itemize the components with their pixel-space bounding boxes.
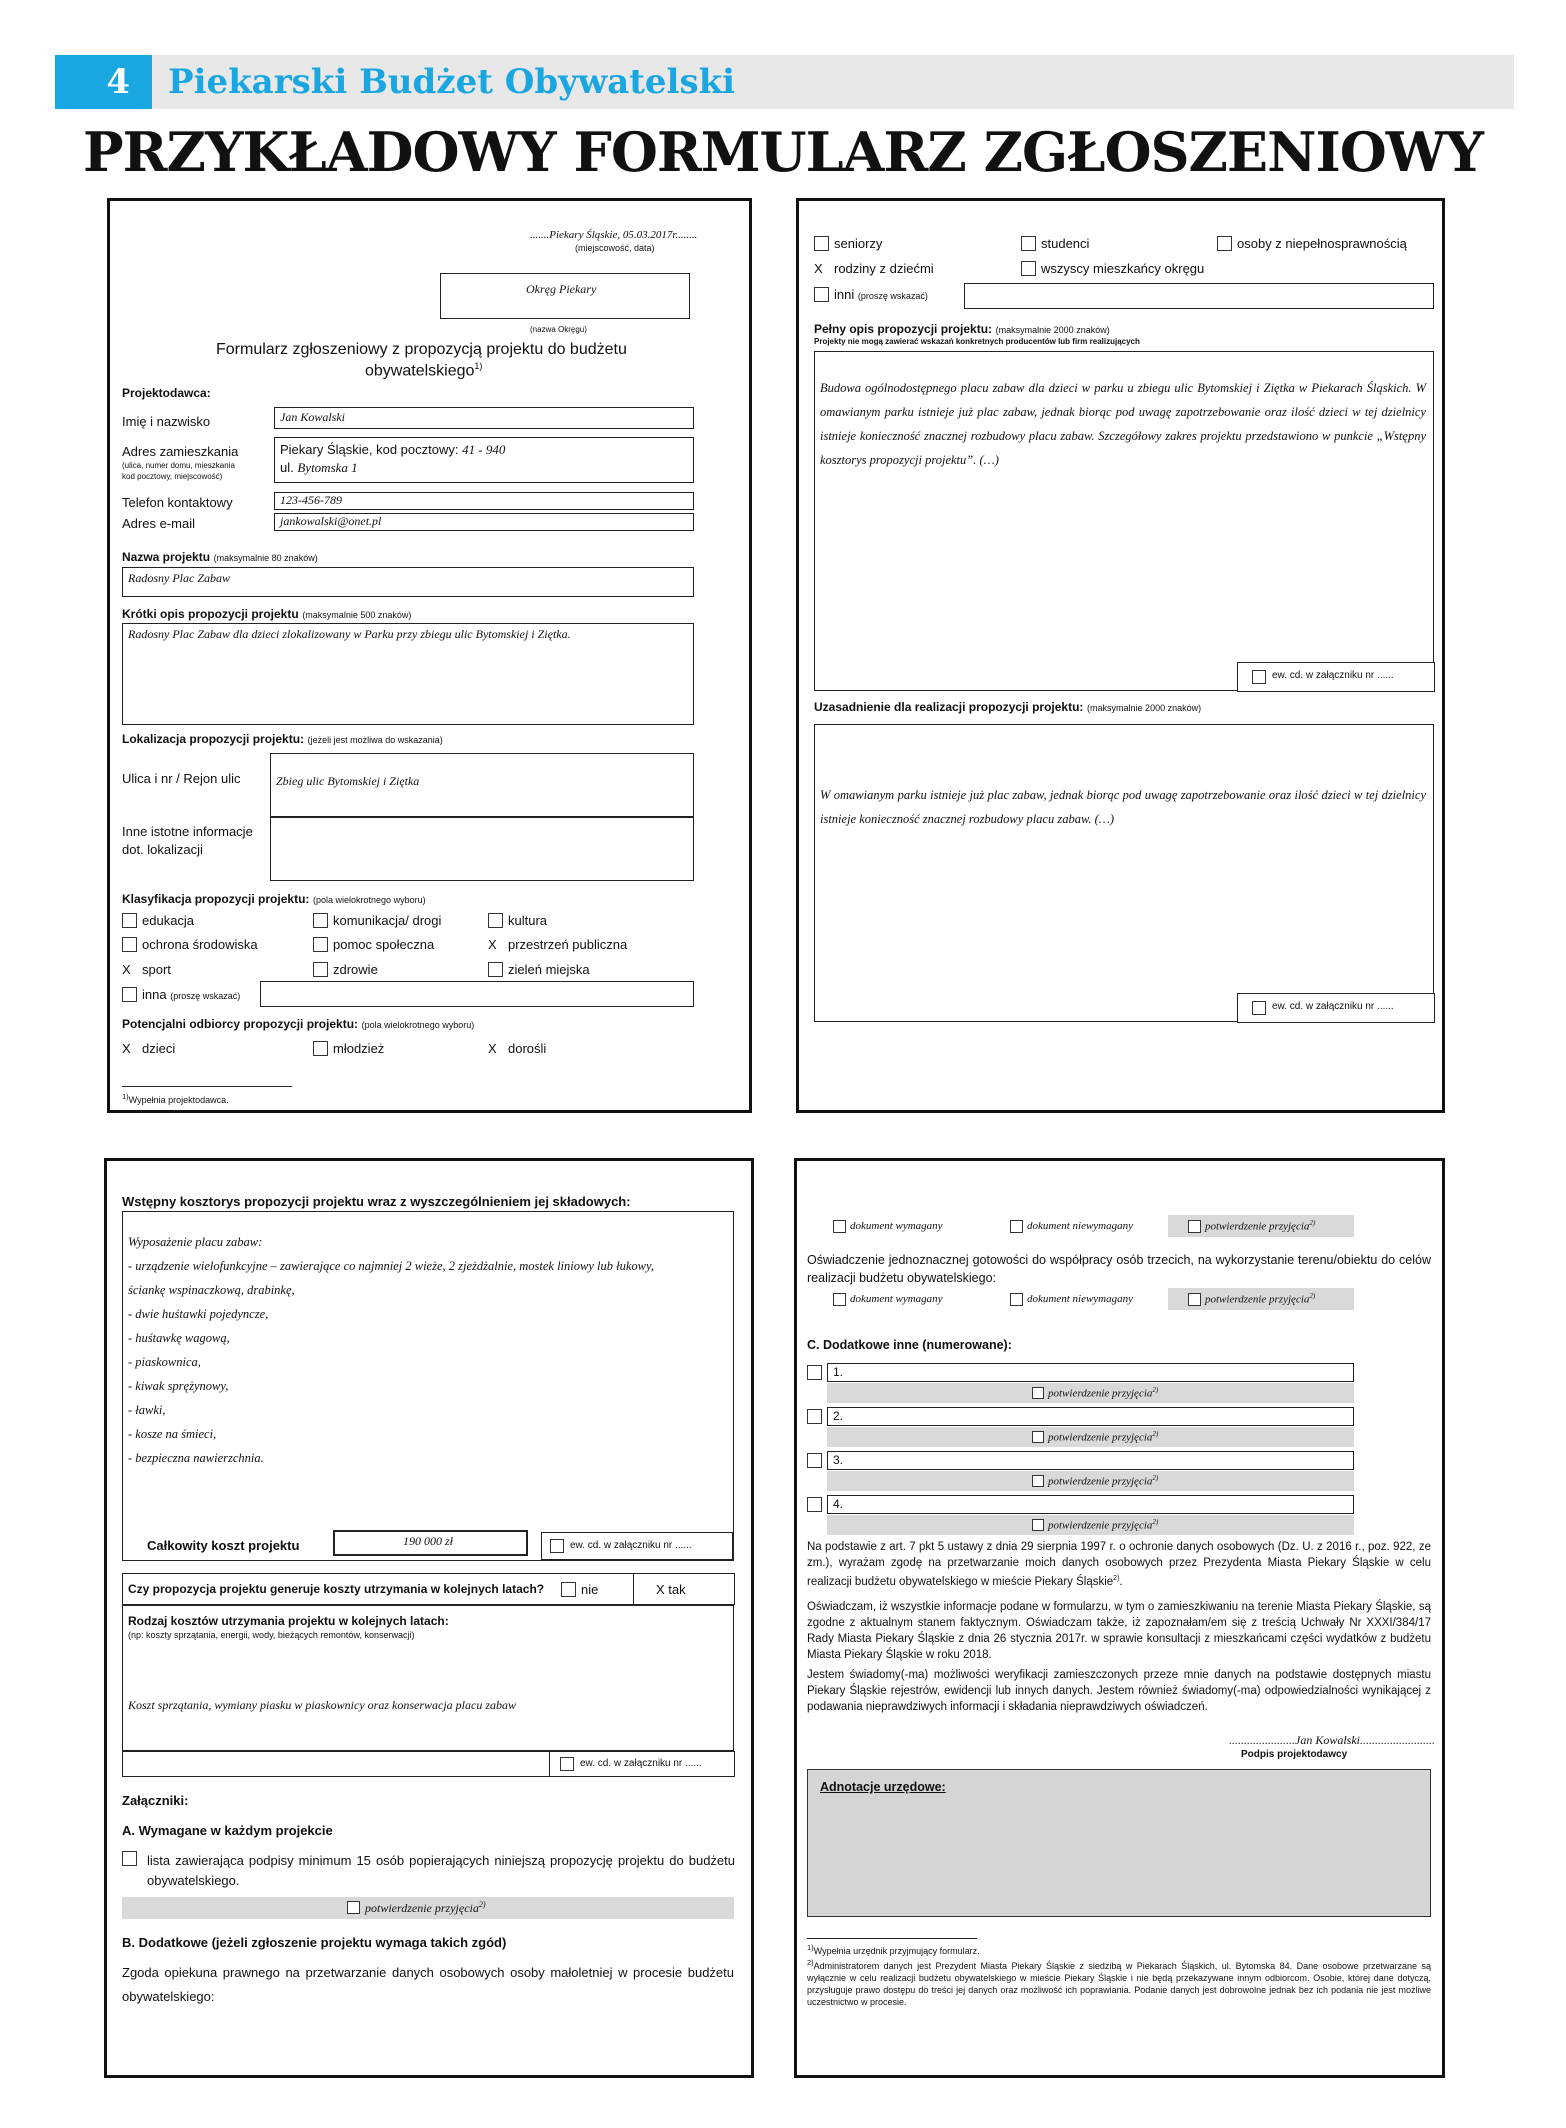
confirm-bar-a xyxy=(122,1897,734,1919)
short-desc-input[interactable] xyxy=(122,623,694,725)
checkbox-kultura[interactable] xyxy=(488,913,503,928)
short-desc-value: Radosny Plac Zabaw dla dzieci zlokalizowany w Parku przy zbiegu ulic Bytomskiej i Ziętka. xyxy=(128,627,571,641)
full-desc-warning: Projekty nie mogą zawierać wskazań konkretnych producentów lub firm realizujących xyxy=(814,337,1140,346)
numbered-input[interactable] xyxy=(827,1363,1354,1382)
numbered-label: 1. xyxy=(833,1365,844,1379)
confirm-1-sup: 2) xyxy=(1309,1219,1316,1227)
mark-dzieci[interactable]: X xyxy=(122,1041,131,1056)
label-doc-not-required-1: dokument niewymagany xyxy=(1027,1220,1133,1232)
cost-box[interactable] xyxy=(122,1211,734,1561)
mark-dorosli[interactable]: X xyxy=(488,1041,497,1056)
label-mlodziez: młodzież xyxy=(333,1041,385,1056)
confirm-checkbox-2[interactable] xyxy=(1188,1293,1201,1306)
numbered-confirm-text: potwierdzenie przyjęcia xyxy=(1048,1387,1153,1400)
footnote-text: Wypełnia projektodawca. xyxy=(128,1095,229,1105)
para-declaration: Oświadczam, iż wszystkie informacje podane w formularzu, w tym o zamieszkiwaniu na terenie Miasta Piekary Śląskie, są zgodne z aktualnym stanem faktycznym. Oświadczam także, iż zapoznałam/em się z treścią Uchwały Nr XXXI/384/17 Rady Miasta Piekary Śląskie z dnia 26 stycznia 2017r. w sprawie konsultacji z mieszkańcami części wydatków z budżetu Miasta Piekary Śląskie w roku 2018. xyxy=(807,1601,1431,1661)
label-przestrzen: przestrzeń publiczna xyxy=(508,937,628,952)
total-value: 190 000 zł xyxy=(403,1534,454,1548)
confirm-checkbox-a[interactable] xyxy=(347,1901,360,1914)
fn2-text: Administratorem danych jest Prezydent Miasta Piekary Śląskie z siedzibą w Piekarach Śląskich, ul. Bytomska 84. Dane osobowe przetwarzane są wyłącznie w celu realizacji budżetu obywatelskiego w mieście Piekary Śląskie i nie będą przekazywane innym odbiorcom. Osobie, której dane dotyczą, przysługuje prawo dostępu do treści jej danych oraz możliwość ich poprawiania. Podanie danych jest dobrowolne jednak bez ich podania nie jest możliwe uczestnictwo w procesie. xyxy=(807,1961,1431,2007)
checkbox-pomoc[interactable] xyxy=(313,937,328,952)
confirm-checkbox-1[interactable] xyxy=(1188,1220,1201,1233)
street-input[interactable] xyxy=(270,753,694,817)
label-zdrowie: zdrowie xyxy=(333,962,378,977)
address-sub-1: (ulica, numer domu, mieszkania xyxy=(122,461,235,470)
name-value: Jan Kowalski xyxy=(280,410,345,424)
numbered-input[interactable] xyxy=(827,1451,1354,1470)
address-street: Bytomska 1 xyxy=(297,460,358,475)
numbered-checkbox[interactable] xyxy=(807,1453,822,1468)
label-wszyscy: wszyscy mieszkańcy okręgu xyxy=(1041,261,1205,276)
checkbox-ochrona[interactable] xyxy=(122,937,137,952)
footnote-sup: 1) xyxy=(122,1092,129,1101)
applicant-heading: Projektodawca: xyxy=(122,386,211,400)
classification-label: Klasyfikacja propozycji projektu: xyxy=(122,892,310,906)
label-doc-required-1: dokument wymagany xyxy=(850,1220,943,1232)
maint-type-note: (np: koszty sprzątania, energii, wody, bieżących remontów, konserwacji) xyxy=(128,1630,415,1640)
other-info-label-1: Inne istotne informacje xyxy=(122,824,253,839)
maint-question: Czy propozycja projektu generuje koszty utrzymania w kolejnych latach? xyxy=(128,1582,545,1596)
name-label: Imię i nazwisko xyxy=(122,414,211,429)
district-value: Okręg Piekary xyxy=(526,282,597,296)
short-desc-label-row xyxy=(122,606,411,621)
confirm-a-text: potwierdzenie przyjęcia xyxy=(365,1901,479,1915)
address-sub-2: kod pocztowy, miejscowość) xyxy=(122,472,223,481)
label-niepelnosprawni: osoby z niepełnosprawnością xyxy=(1237,236,1407,251)
page-number: 4 xyxy=(55,55,152,109)
maint-yes-box[interactable] xyxy=(633,1573,735,1605)
label-inna-row xyxy=(142,987,240,1002)
cost-item: - kosze na śmieci, xyxy=(128,1427,217,1441)
numbered-label: 3. xyxy=(833,1453,844,1467)
label-studenci: studenci xyxy=(1041,236,1090,251)
numbered-confirm-label xyxy=(1048,1518,1158,1532)
checkbox-inni[interactable] xyxy=(814,287,829,302)
form-title-sup: 1) xyxy=(474,361,483,371)
numbered-confirm-sup: 2) xyxy=(1152,1430,1159,1438)
phone-label: Telefon kontaktowy xyxy=(122,495,233,510)
attach-box-2 xyxy=(1237,993,1435,1023)
district-label: (nazwa Okręgu) xyxy=(530,325,587,334)
attach-box-4 xyxy=(549,1751,735,1777)
para1-sup: 2) xyxy=(1113,1575,1120,1582)
attach-note-1: ew. cd. w załączniku nr ...... xyxy=(1272,670,1394,681)
label-ochrona: ochrona środowiska xyxy=(142,937,258,952)
label-inni-row xyxy=(834,287,928,302)
confirm-2-label xyxy=(1205,1292,1315,1306)
attach-checkbox-1[interactable] xyxy=(1252,670,1266,684)
form-title-line2 xyxy=(365,361,482,380)
recipients-row xyxy=(122,1016,474,1031)
maint-type-box[interactable] xyxy=(122,1605,734,1751)
checkbox-zdrowie[interactable] xyxy=(313,962,328,977)
inni-input[interactable] xyxy=(964,283,1434,309)
label-seniorzy: seniorzy xyxy=(834,236,883,251)
full-desc-input[interactable] xyxy=(814,351,1434,691)
checkbox-zielen[interactable] xyxy=(488,962,503,977)
email-value: jankowalski@onet.pl xyxy=(280,514,382,528)
attach-box-1 xyxy=(1237,662,1435,692)
confirm-a-label xyxy=(365,1900,486,1916)
numbered-checkbox[interactable] xyxy=(807,1409,822,1424)
attach-box-3 xyxy=(541,1532,733,1560)
para1-text: Na podstawie z art. 7 pkt 5 ustawy z dnia 29 sierpnia 1997 r. o ochronie danych osobowych (Dz. U. z 2016 r., poz. 922, ze zm.), wyrażam zgodę na przetwarzanie moich danych osobowych przez Prezydenta Miasta Piekary Śląskie w celu realizacji budżetu obywatelskiego w mieście Piekary Śląskie xyxy=(807,1541,1431,1588)
form-page-2 xyxy=(796,198,1445,1113)
section-b: B. Dodatkowe (jeżeli zgłoszenie projektu wymaga takich zgód) xyxy=(122,1935,507,1950)
form-title-line1: Formularz zgłoszeniowy z propozycją projektu do budżetu xyxy=(216,341,627,358)
list-item: lista zawierająca podpisy minimum 15 osób popierających niniejszą propozycję projektu do budżetu obywatelskiego. xyxy=(147,1853,735,1888)
label-doc-required-2: dokument wymagany xyxy=(850,1293,943,1305)
recipients-note: (pola wielokrotnego wyboru) xyxy=(361,1020,475,1030)
confirm-bar-1 xyxy=(1168,1215,1354,1237)
full-desc-value: Budowa ogólnodostępnego placu zabaw dla dzieci w parku u zbiegu ulic Bytomskiej i Ziętka w Piekarach Śląskich. W omawianym parku istnieje już plac zabaw, jednak biorąc pod uwagę zapotrzebowanie oraz ilość dzieci w tej dzielnicy istnieje konieczność znacznej rozbudowy placu zabaw. Szczegółowy zakres projektu przedstawiono w punkcie „Wstępny kosztorys propozycji projektu”. (…) xyxy=(820,381,1426,467)
fn2-sup: 2) xyxy=(807,1958,814,1967)
street-label: Ulica i nr / Rejon ulic xyxy=(122,771,241,786)
full-desc-note: (maksymalnie 2000 znaków) xyxy=(995,325,1110,335)
form-page-1 xyxy=(107,198,752,1113)
para-awareness: Jestem świadomy(-ma) możliwości weryfikacji zamieszczonych przeze mnie danych na podstawie dostępnych miastu Piekary Śląskie rejestrów, ewidencji lub innych danych. Jestem również świadomy(-ma) odpowiedzialności wynikającej z podawania nieprawdziwych informacji i składania nieprawdziwych oświadczeń. xyxy=(807,1669,1431,1713)
confirm-bar-2 xyxy=(1168,1288,1354,1310)
attach-note-2: ew. cd. w załączniku nr ...... xyxy=(1272,1001,1394,1012)
location-note: (jeżeli jest możliwa do wskazania) xyxy=(307,735,443,745)
address-line2-text: ul. xyxy=(280,460,294,475)
short-desc-note: (maksymalnie 500 znaków) xyxy=(302,610,412,620)
address-zip: 41 - 940 xyxy=(462,442,506,457)
district-box[interactable] xyxy=(440,273,690,319)
other-info-label-2: dot. lokalizacji xyxy=(122,842,203,857)
numbered-confirm-label xyxy=(1048,1386,1158,1400)
numbered-confirm-checkbox[interactable] xyxy=(1032,1387,1044,1399)
justification-label: Uzasadnienie dla realizacji propozycji projektu: xyxy=(814,700,1084,714)
maint-type-label: Rodzaj kosztów utrzymania projektu w kolejnych latach: xyxy=(128,1614,449,1628)
section-title: Piekarski Budżet Obywatelski xyxy=(168,62,736,102)
cost-item: - kiwak sprężynowy, xyxy=(128,1379,229,1393)
checkbox-doc-not-required-1[interactable] xyxy=(1010,1220,1023,1233)
classification-row xyxy=(122,891,426,906)
justification-row xyxy=(814,699,1201,714)
short-desc-label: Krótki opis propozycji projektu xyxy=(122,607,299,621)
checkbox-wszyscy[interactable] xyxy=(1021,261,1036,276)
attachments-heading: Załączniki: xyxy=(122,1793,189,1808)
label-pomoc: pomoc społeczna xyxy=(333,937,435,952)
numbered-confirm-text: potwierdzenie przyjęcia xyxy=(1048,1475,1153,1488)
official-notes-box xyxy=(807,1769,1431,1917)
full-desc-row xyxy=(814,321,1110,336)
form-page-3 xyxy=(104,1158,754,2078)
numbered-checkbox[interactable] xyxy=(807,1497,822,1512)
checkbox-inna[interactable] xyxy=(122,987,137,1002)
email-label: Adres e-mail xyxy=(122,516,195,531)
full-desc-label: Pełny opis propozycji projektu: xyxy=(814,322,993,336)
official-notes-label: Adnotacje urzędowe: xyxy=(820,1780,946,1794)
attach-note-4: ew. cd. w załączniku nr ...... xyxy=(580,1758,702,1769)
numbered-confirm-checkbox[interactable] xyxy=(1032,1431,1044,1443)
numbered-confirm-bar xyxy=(827,1515,1354,1535)
label-zielen: zieleń miejska xyxy=(508,962,590,977)
page-title: PRZYKŁADOWY FORMULARZ ZGŁOSZENIOWY xyxy=(83,120,1483,184)
footnote-row xyxy=(122,1092,229,1105)
confirm-2-text: potwierdzenie przyjęcia xyxy=(1205,1293,1310,1306)
place-date: .......Piekary Śląskie, 05.03.2017r........ xyxy=(530,229,698,241)
label-inni: inni xyxy=(834,287,855,302)
recipients-label: Potencjalni odbiorcy propozycji projektu: xyxy=(122,1017,359,1031)
cost-item: - ławki, xyxy=(128,1403,166,1417)
numbered-input[interactable] xyxy=(827,1495,1354,1514)
label-komunikacja: komunikacja/ drogi xyxy=(333,913,442,928)
cost-item: - urządzenie wielofunkcyjne – zawierające co najmniej 2 wieże, 2 zjeżdżalnie, mostek liniowy lub łukowy, xyxy=(128,1259,654,1273)
checkbox-niepelnosprawni[interactable] xyxy=(1217,236,1232,251)
confirm-2-sup: 2) xyxy=(1309,1292,1316,1300)
checkbox-doc-required-2[interactable] xyxy=(833,1293,846,1306)
street-value: Zbieg ulic Bytomskiej i Ziętka xyxy=(276,774,420,788)
address-line1-text: Piekary Śląskie, kod pocztowy: xyxy=(280,442,459,457)
numbered-confirm-label xyxy=(1048,1430,1158,1444)
address-line1 xyxy=(280,442,505,458)
address-input[interactable] xyxy=(274,437,694,483)
location-label-row xyxy=(122,731,443,746)
confirm-1-label xyxy=(1205,1219,1315,1233)
numbered-confirm-checkbox[interactable] xyxy=(1032,1475,1044,1487)
numbered-confirm-sup: 2) xyxy=(1152,1518,1159,1526)
cost-title: Wstępny kosztorys propozycji projektu wraz z wyszczególnieniem jej składowych: xyxy=(122,1194,631,1209)
phone-value: 123-456-789 xyxy=(280,493,342,507)
checkbox-seniorzy[interactable] xyxy=(814,236,829,251)
fn1-text: Wypełnia urzędnik przyjmujący formularz. xyxy=(813,1946,980,1956)
numbered-confirm-text: potwierdzenie przyjęcia xyxy=(1048,1431,1153,1444)
form-page-4 xyxy=(794,1158,1445,2078)
label-edukacja: edukacja xyxy=(142,913,195,928)
checkbox-komunikacja[interactable] xyxy=(313,913,328,928)
numbered-confirm-bar xyxy=(827,1427,1354,1447)
justification-input[interactable] xyxy=(814,724,1434,1022)
attach-checkbox-4[interactable] xyxy=(560,1757,574,1771)
label-maint-no: nie xyxy=(581,1582,599,1597)
cost-item: - dwie huśtawki pojedyncze, xyxy=(128,1307,269,1321)
consent-text: Zgoda opiekuna prawnego na przetwarzanie danych osobowych osoby małoletniej w procesie budżetu obywatelskiego: xyxy=(122,1965,734,2004)
total-input[interactable] xyxy=(333,1530,528,1556)
label-inna: inna xyxy=(142,987,167,1002)
checkbox-list[interactable] xyxy=(122,1851,137,1866)
total-label: Całkowity koszt projektu xyxy=(147,1538,300,1553)
numbered-confirm-sup: 2) xyxy=(1152,1386,1159,1394)
location-label: Lokalizacja propozycji projektu: xyxy=(122,732,305,746)
numbered-checkbox[interactable] xyxy=(807,1365,822,1380)
project-name-label-row xyxy=(122,549,318,564)
signature-label: Podpis projektodawcy xyxy=(1241,1749,1348,1760)
readiness-text: Oświadczenie jednoznacznej gotowości do współpracy osób trzecich, na wykorzystanie terenu/obiektu do celów realizacji budżetu obywatelskiego: xyxy=(807,1253,1431,1285)
label-sport: sport xyxy=(142,962,171,977)
mark-przestrzen[interactable]: X xyxy=(488,937,497,952)
attach-row-4 xyxy=(122,1751,734,1777)
checkbox-doc-not-required-2[interactable] xyxy=(1010,1293,1023,1306)
confirm-a-sup: 2) xyxy=(478,1900,486,1909)
place-date-label: (miejscowość, data) xyxy=(575,243,655,253)
label-maint-yes: X tak xyxy=(656,1582,686,1597)
justification-note: (maksymalnie 2000 znaków) xyxy=(1087,703,1202,713)
para-consent: Na podstawie z art. 7 pkt 5 ustawy z dnia 29 sierpnia 1997 r. o ochronie danych osobowych (Dz. U. z 2016 r., poz. 922, ze zm.), wyrażam zgodę na przetwarzanie moich danych osobowych przez Prezydenta Miasta Piekary Śląskie w celu realizacji budżetu obywatelskiego w mieście Piekary Śląskie$^{2)}$. xyxy=(807,1541,1431,1588)
numbered-confirm-text: potwierdzenie przyjęcia xyxy=(1048,1519,1153,1532)
mark-sport[interactable]: X xyxy=(122,962,131,977)
cost-item: Wyposażenie placu zabaw: xyxy=(128,1235,263,1249)
mark-rodziny[interactable]: X xyxy=(814,261,823,276)
project-name-note: (maksymalnie 80 znaków) xyxy=(213,553,318,563)
footnote-rule-4 xyxy=(807,1938,977,1939)
label-kultura: kultura xyxy=(508,913,548,928)
classification-note: (pola wielokrotnego wyboru) xyxy=(313,895,426,905)
footnote-1 xyxy=(807,1943,980,1956)
checkbox-studenci[interactable] xyxy=(1021,236,1036,251)
attach-checkbox-3[interactable] xyxy=(550,1539,564,1553)
numbered-confirm-sup: 2) xyxy=(1152,1474,1159,1482)
numbered-input[interactable] xyxy=(827,1407,1354,1426)
cost-item: - piaskownica, xyxy=(128,1355,201,1369)
footnote-rule xyxy=(122,1086,292,1087)
label-dorosli: dorośli xyxy=(508,1041,547,1056)
project-name-value: Radosny Plac Zabaw xyxy=(128,571,230,585)
name-input[interactable] xyxy=(274,407,694,429)
phone-input[interactable] xyxy=(274,492,694,510)
label-inna-note: (proszę wskazać) xyxy=(170,991,241,1001)
address-label: Adres zamieszkania xyxy=(122,444,239,459)
attach-note-3: ew. cd. w załączniku nr ...... xyxy=(570,1540,692,1551)
cost-item: - huśtawkę wagową, xyxy=(128,1331,230,1345)
checkbox-maint-no[interactable] xyxy=(561,1582,576,1597)
address-line2 xyxy=(280,460,358,476)
justification-value: W omawianym parku istnieje już plac zabaw, jednak biorąc pod uwagę zapotrzebowanie oraz ilość dzieci w tej dzielnicy istnieje konieczność znacznej rozbudowy placu zabaw. (…) xyxy=(820,788,1426,826)
label-inni-note: (proszę wskazać) xyxy=(857,291,928,301)
maint-question-row xyxy=(122,1573,734,1605)
checkbox-edukacja[interactable] xyxy=(122,913,137,928)
section-a: A. Wymagane w każdym projekcie xyxy=(122,1823,333,1838)
form-title-word: obywatelskiego xyxy=(365,362,475,380)
maint-value: Koszt sprzątania, wymiany piasku w piaskownicy oraz konserwacja placu zabaw xyxy=(128,1698,516,1712)
project-name-label: Nazwa projektu xyxy=(122,550,211,564)
email-input[interactable] xyxy=(274,513,694,531)
cost-item: - bezpieczna nawierzchnia. xyxy=(128,1451,264,1465)
cost-item: ściankę wspinaczkową, drabinkę, xyxy=(128,1283,295,1297)
numbered-confirm-label xyxy=(1048,1474,1158,1488)
attach-checkbox-2[interactable] xyxy=(1252,1001,1266,1015)
inna-input[interactable] xyxy=(260,981,694,1007)
confirm-1-text: potwierdzenie przyjęcia xyxy=(1205,1220,1310,1233)
fn1-sup: 1) xyxy=(807,1943,814,1952)
numbered-label: 4. xyxy=(833,1497,844,1511)
label-rodziny: rodziny z dziećmi xyxy=(834,261,934,276)
numbered-label: 2. xyxy=(833,1409,844,1423)
checkbox-mlodziez[interactable] xyxy=(313,1041,328,1056)
numbered-confirm-bar xyxy=(827,1471,1354,1491)
numbered-confirm-checkbox[interactable] xyxy=(1032,1519,1044,1531)
footnote-2 xyxy=(807,1957,1431,2008)
checkbox-doc-required-1[interactable] xyxy=(833,1220,846,1233)
signature: ......................Jan Kowalski......................... xyxy=(1229,1733,1435,1747)
numbered-confirm-bar xyxy=(827,1383,1354,1403)
label-dzieci: dzieci xyxy=(142,1041,176,1056)
section-c: C. Dodatkowe inne (numerowane): xyxy=(807,1338,1012,1352)
other-info-input[interactable] xyxy=(270,817,694,881)
project-name-input[interactable] xyxy=(122,567,694,597)
cost-items xyxy=(128,1230,728,1470)
label-doc-not-required-2: dokument niewymagany xyxy=(1027,1293,1133,1305)
